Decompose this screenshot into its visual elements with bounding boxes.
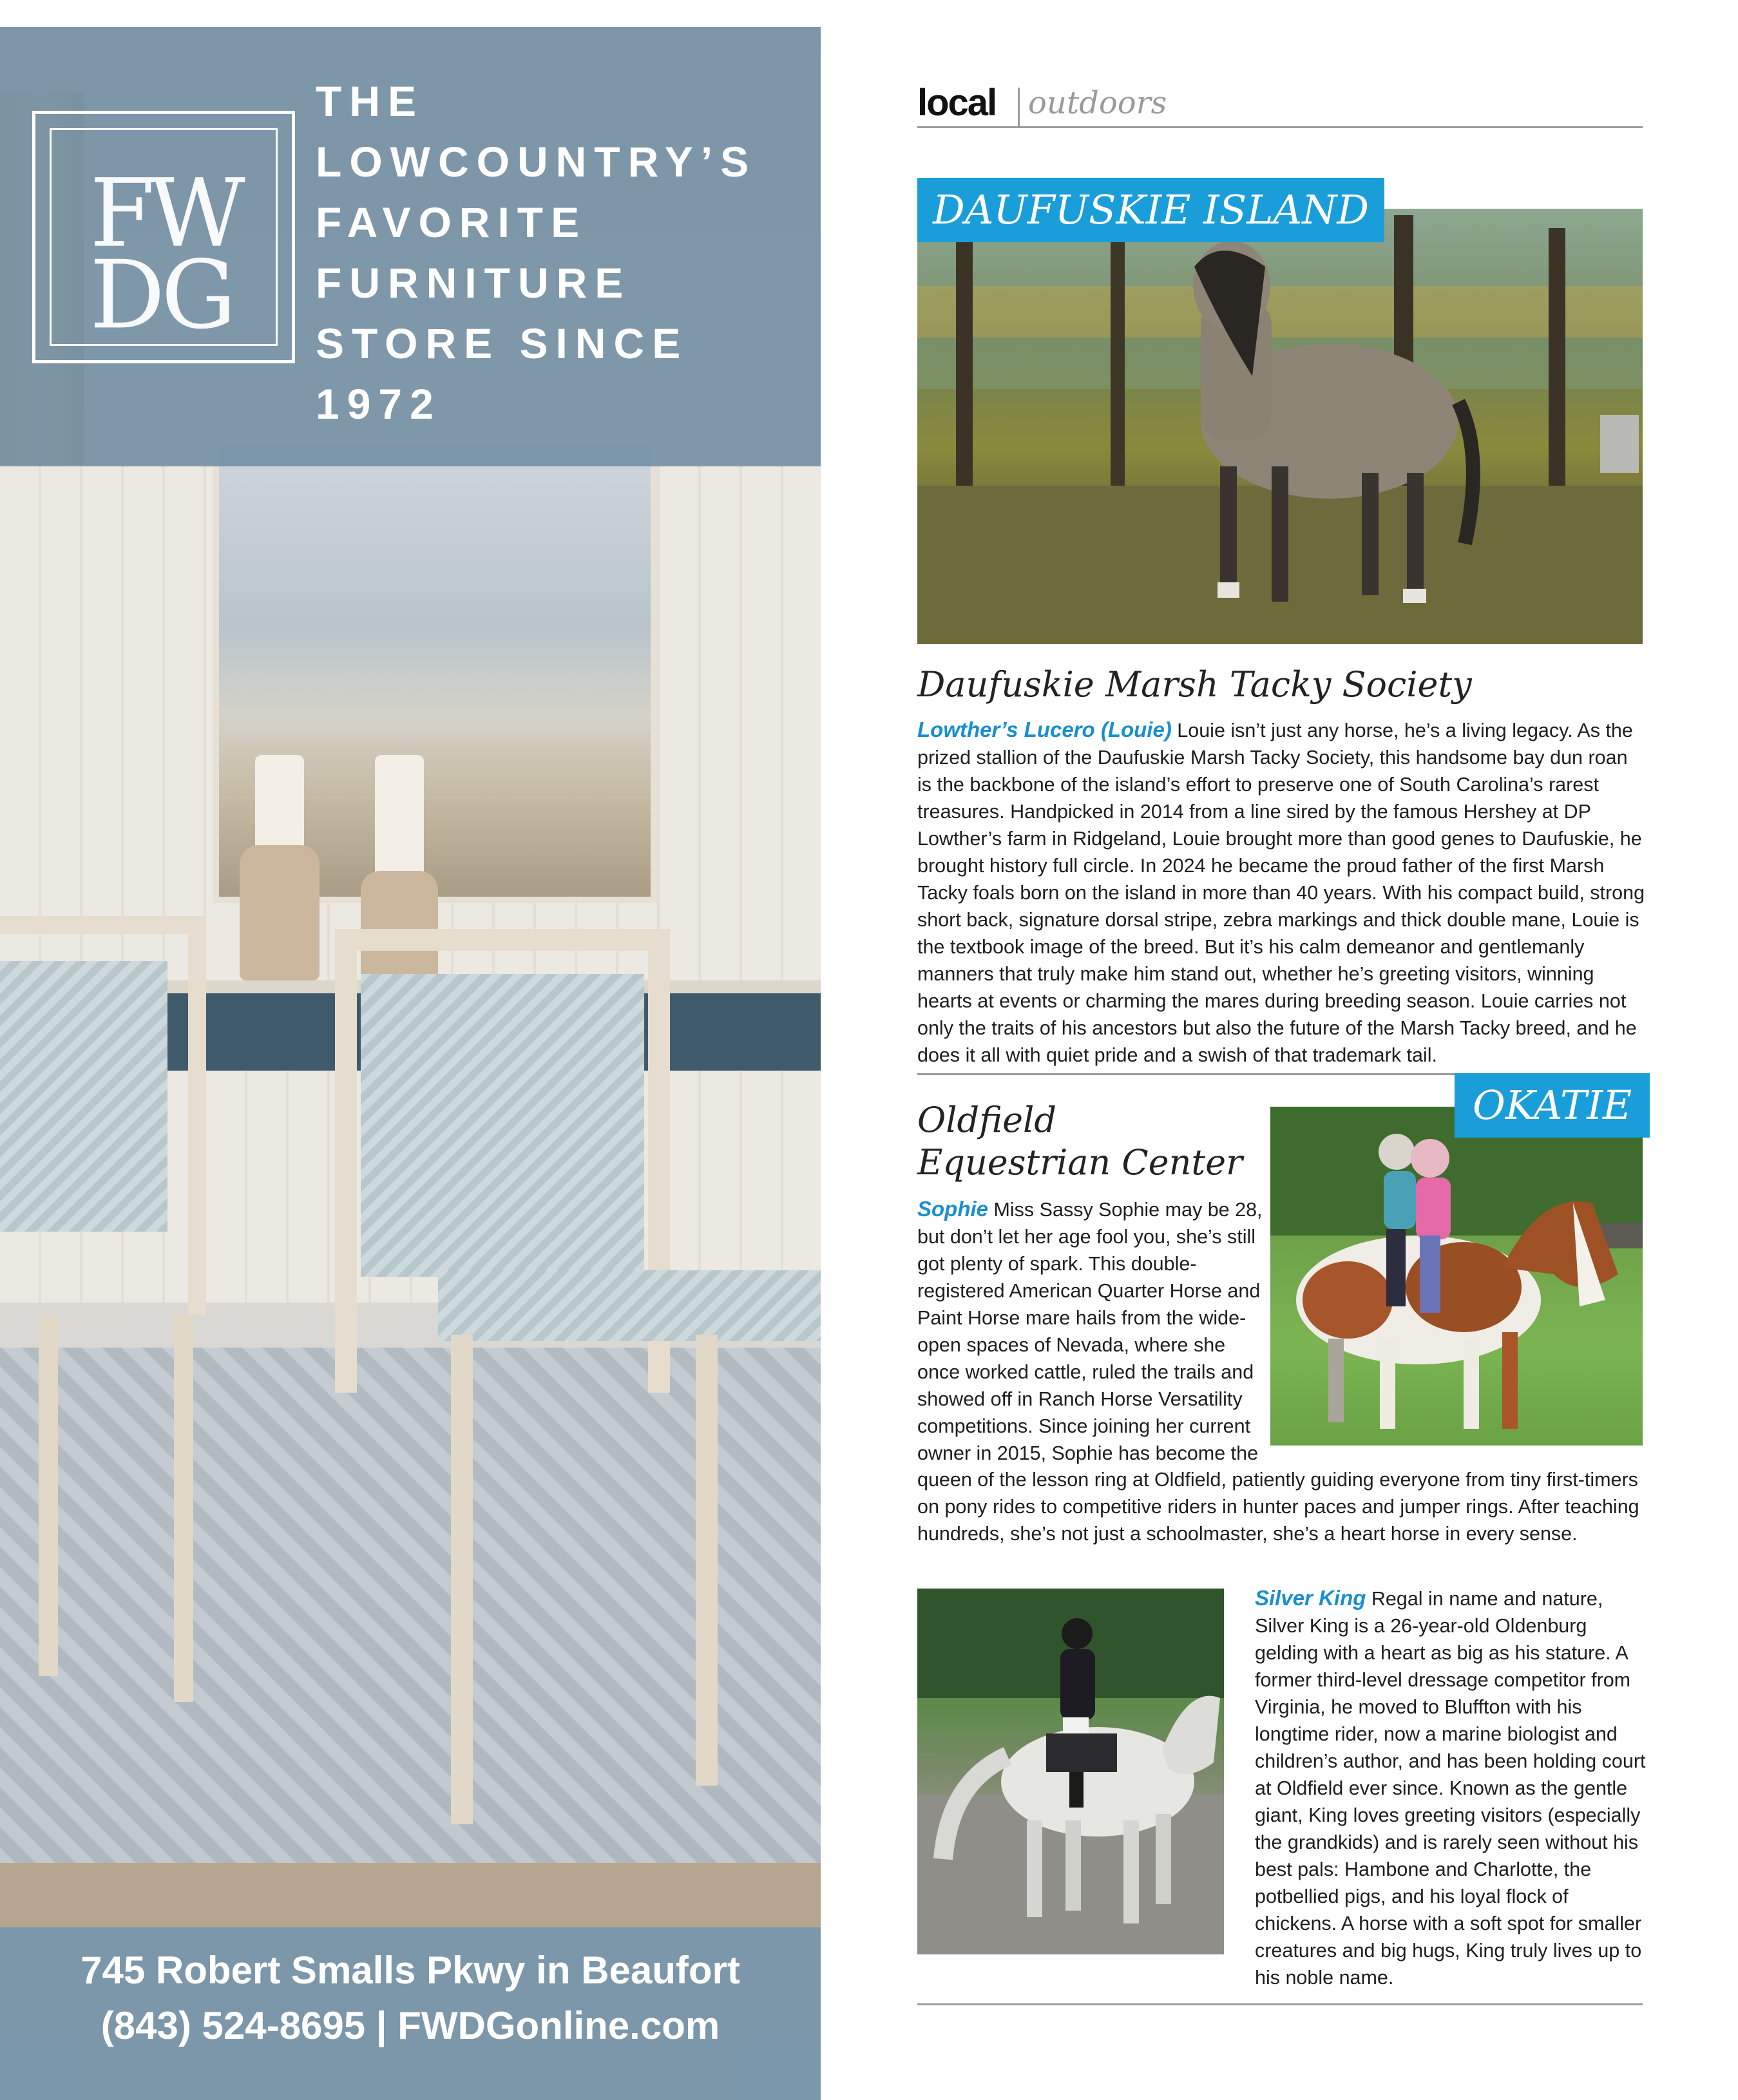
lead-sophie: Sophie	[917, 1197, 989, 1221]
horse-photo-illustration	[917, 1589, 1224, 1954]
heading-oldfield-line1: Oldfield	[917, 1100, 1056, 1140]
photo-sophie-paint-horse	[1270, 1107, 1643, 1446]
heading-oldfield-equestrian	[917, 1099, 1252, 1184]
horse-photo-illustration	[917, 209, 1643, 644]
svg-text:G: G	[161, 240, 236, 350]
masthead-section: outdoors	[1028, 85, 1167, 121]
ad-chair-leg	[696, 1335, 718, 1786]
ad-chair-seat	[438, 1270, 821, 1341]
section-divider-bottom	[917, 2003, 1643, 2005]
ad-chair-leg	[451, 1335, 473, 1824]
ad-tagline: THE LOWCOUNTRY’S FAVORITE FURNITURE STORE SINCE 1972	[316, 77, 757, 428]
masthead-divider	[1018, 88, 1020, 126]
svg-text:W: W	[148, 158, 245, 269]
location-tag-daufuskie: DAUFUSKIE ISLAND	[917, 178, 1384, 242]
ad-candle-holder	[240, 845, 320, 980]
photo-marsh-tacky-stallion	[917, 209, 1643, 644]
story-silver-king	[1255, 1585, 1648, 1991]
section-masthead	[917, 84, 1643, 128]
ad-chair-upholstery	[361, 974, 644, 1277]
ad-chair-upholstery	[0, 961, 167, 1232]
story-sophie-part2: queen of the lesson ring at Oldfield, patiently guiding everyone from tiny first-timers on pony rides to competitive riders in hunter paces and jumper rings. After teaching hundreds, she’s not just a schoolmaster, she’s a heart horse in every sense.	[917, 1469, 1639, 1545]
heading-daufuskie-marsh-tacky: Daufuskie Marsh Tacky Society	[917, 664, 1472, 705]
fwdg-monogram-icon	[35, 114, 292, 360]
lead-louie: Lowther’s Lucero (Louie)	[917, 718, 1172, 741]
location-tag-okatie: OKATIE	[1455, 1073, 1650, 1138]
heading-oldfield-line2: Equestrian Center	[917, 1142, 1243, 1183]
body-silver-king: Regal in name and nature, Silver King is a 26-year-old Oldenburg gelding with a heart as big as his stature. A former third-level dressage competitor from Virginia, he moved to Bluffton with his longtime rider, now a marine biologist and children’s author, and has been holding court at Oldfield ever since. Known as the gentle giant, King loves greeting visitors (especially the grandkids) and is rarely seen without his best pals: Hambone and Charlotte, the potbellied pigs, and his loyal flock of chickens. A horse with a soft spot for smaller creatures and big hugs, King truly lives up to his noble name.	[1255, 1588, 1646, 1989]
ad-candle	[375, 755, 424, 877]
horse-photo-illustration	[1270, 1107, 1643, 1446]
fwdg-logo	[32, 111, 295, 363]
ad-candle	[255, 755, 304, 852]
ad-chair-leg	[174, 1315, 193, 1702]
story-sophie-part1	[917, 1196, 1265, 1467]
photo-silver-king-dressage	[917, 1589, 1224, 1954]
masthead-brand: local	[917, 82, 997, 124]
svg-text:D: D	[90, 240, 166, 350]
story-louie	[917, 716, 1645, 1069]
ad-contact-line: (843) 524-8695 | FWDGonline.com	[100, 2004, 720, 2047]
svg-text:F: F	[90, 158, 155, 269]
body-sophie-a: Miss Sassy Sophie may be 28, but don’t let her age fool you, she’s still got plenty of spark. This double-registered American Quarter Horse and Paint Horse mare hails from the wide-open spaces of Nevada, where she once worked cattle, ruled the trails and showed off in Ranch Horse Versatility competitions. Since joining her current owner in 2015, Sophie has become the	[917, 1199, 1263, 1464]
lead-silver-king: Silver King	[1255, 1586, 1366, 1610]
furniture-advertisement	[0, 27, 821, 2100]
body-louie: Louie isn’t just any horse, he’s a living legacy. As the prized stallion of the Daufuskie Marsh Tacky Society, this handsome bay dun roan is the backbone of the island’s effort to preserve one of South Carolina’s rarest treasures. Handpicked in 2014 from a line sired by the famous Hershey at DP Lowther’s farm in Ridgeland, Louie brought more than good genes to Daufuskie, he brought history full circle. In 2024 he became the proud father of the first Marsh Tacky foals born on the island in more than 40 years. With his compact build, strong short back, signature dorsal stripe, zebra markings and thick double mane, Louie is the textbook image of the breed. But it’s his calm demeanor and gentlemanly manners that truly make him stand out, whether he’s greeting visitors, winning hearts at events or charming the mares during breeding season. Louie carries not only the traits of his ancestors but also the future of the Marsh Tacky breed, and he does it all with quiet pride and a swish of that trademark tail.	[917, 720, 1645, 1066]
ad-address: 745 Robert Smalls Pkwy in Beaufort	[81, 1949, 740, 1992]
ad-chair-leg	[39, 1315, 58, 1676]
